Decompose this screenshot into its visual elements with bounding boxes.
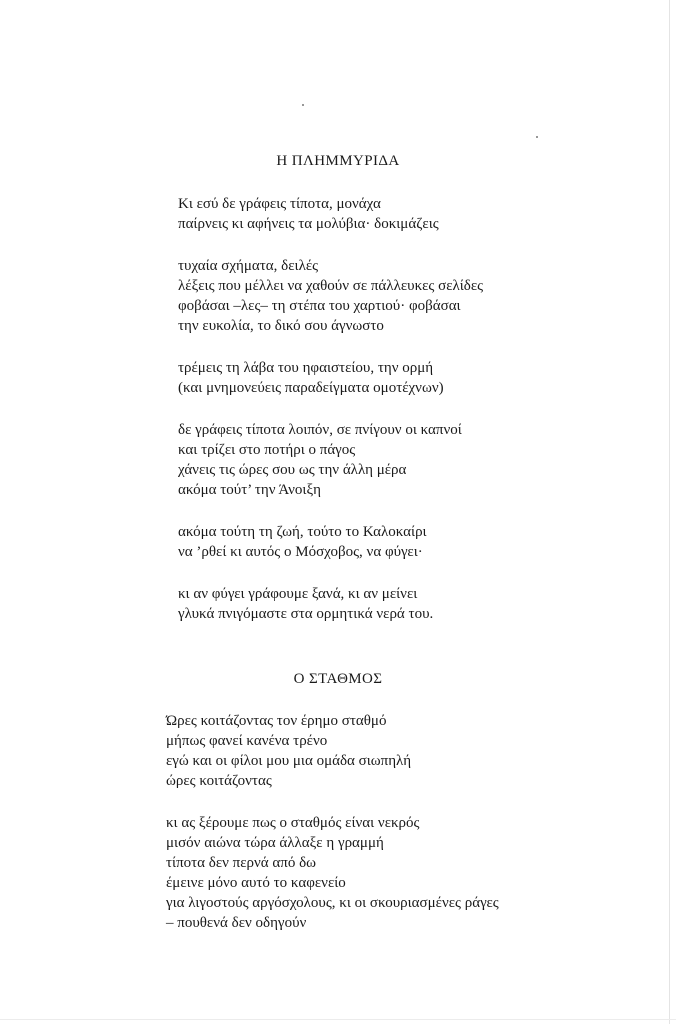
poem-line: εγώ και οι φίλοι μου μια ομάδα σιωπηλή (166, 753, 412, 769)
poem-title: Ο ΣΤΑΘΜΟΣ (293, 671, 383, 687)
poem-line: κι ας ξέρουμε πως ο σταθμός είναι νεκρός (166, 815, 420, 831)
poem-line: ώρες κοιτάζοντας (166, 773, 272, 789)
poem-body (178, 194, 483, 624)
poem-line: (και μνημονεύεις παραδείγματα ομοτέχνων) (178, 380, 444, 396)
poem-title: Η ΠΛΗΜΜΥΡΙΔΑ (276, 153, 400, 169)
poem-line: κι αν φύγει γράφουμε ξανά, κι αν μείνει (178, 586, 418, 602)
page-edge-bottom (0, 1019, 676, 1020)
poem-line: Κι εσύ δε γράφεις τίποτα, μονάχα (178, 196, 381, 212)
poem-line: ακόμα τούτη τη ζωή, τούτο το Καλοκαίρι (178, 524, 427, 540)
poem-line: την ευκολία, το δικό σου άγνωστο (178, 318, 384, 334)
poem-line: έμεινε μόνο αυτό το καφενείο (166, 875, 346, 891)
poem-line: τυχαία σχήματα, δειλές (178, 258, 319, 274)
poem-line: Ώρες κοιτάζοντας τον έρημο σταθμό (166, 713, 387, 729)
poem-body (166, 711, 499, 933)
poem-line: για λιγοστούς αργόσχολους, κι οι σκουριασμένες ράγες (166, 895, 499, 911)
poem-line: παίρνεις κι αφήνεις τα μολύβια· δοκιμάζεις (178, 216, 439, 232)
poem-line: φοβάσαι –λες– τη στέπα του χαρτιού· φοβάσαι (178, 298, 461, 314)
poem-line: τίποτα δεν περνά από δω (166, 855, 317, 871)
poem-line: λέξεις που μέλλει να χαθούν σε πάλλευκες σελίδες (178, 278, 484, 294)
poem-line: ακόμα τούτ’ την Άνοιξη (178, 482, 321, 498)
poem-line: – πουθενά δεν οδηγούν (166, 915, 307, 931)
poem-line: τρέμεις τη λάβα του ηφαιστείου, την ορμή (178, 360, 434, 376)
poem-line: και τρίζει στο ποτήρι ο πάγος (178, 442, 356, 458)
poem-line: δε γράφεις τίποτα λοιπόν, σε πνίγουν οι καπνοί (178, 422, 462, 438)
scan-speck (536, 136, 538, 138)
scan-speck (302, 104, 304, 106)
poem-line: μήπως φανεί κανένα τρένο (166, 733, 328, 749)
poem-line: να ’ρθεί κι αυτός ο Μόσχοβος, να φύγει· (178, 544, 423, 560)
poem-line: χάνεις τις ώρες σου ως την άλλη μέρα (178, 462, 407, 478)
poem-line: γλυκά πνιγόμαστε στα ορμητικά νερά του. (178, 606, 434, 622)
poem-line: μισόν αιώνα τώρα άλλαξε η γραμμή (166, 835, 384, 851)
